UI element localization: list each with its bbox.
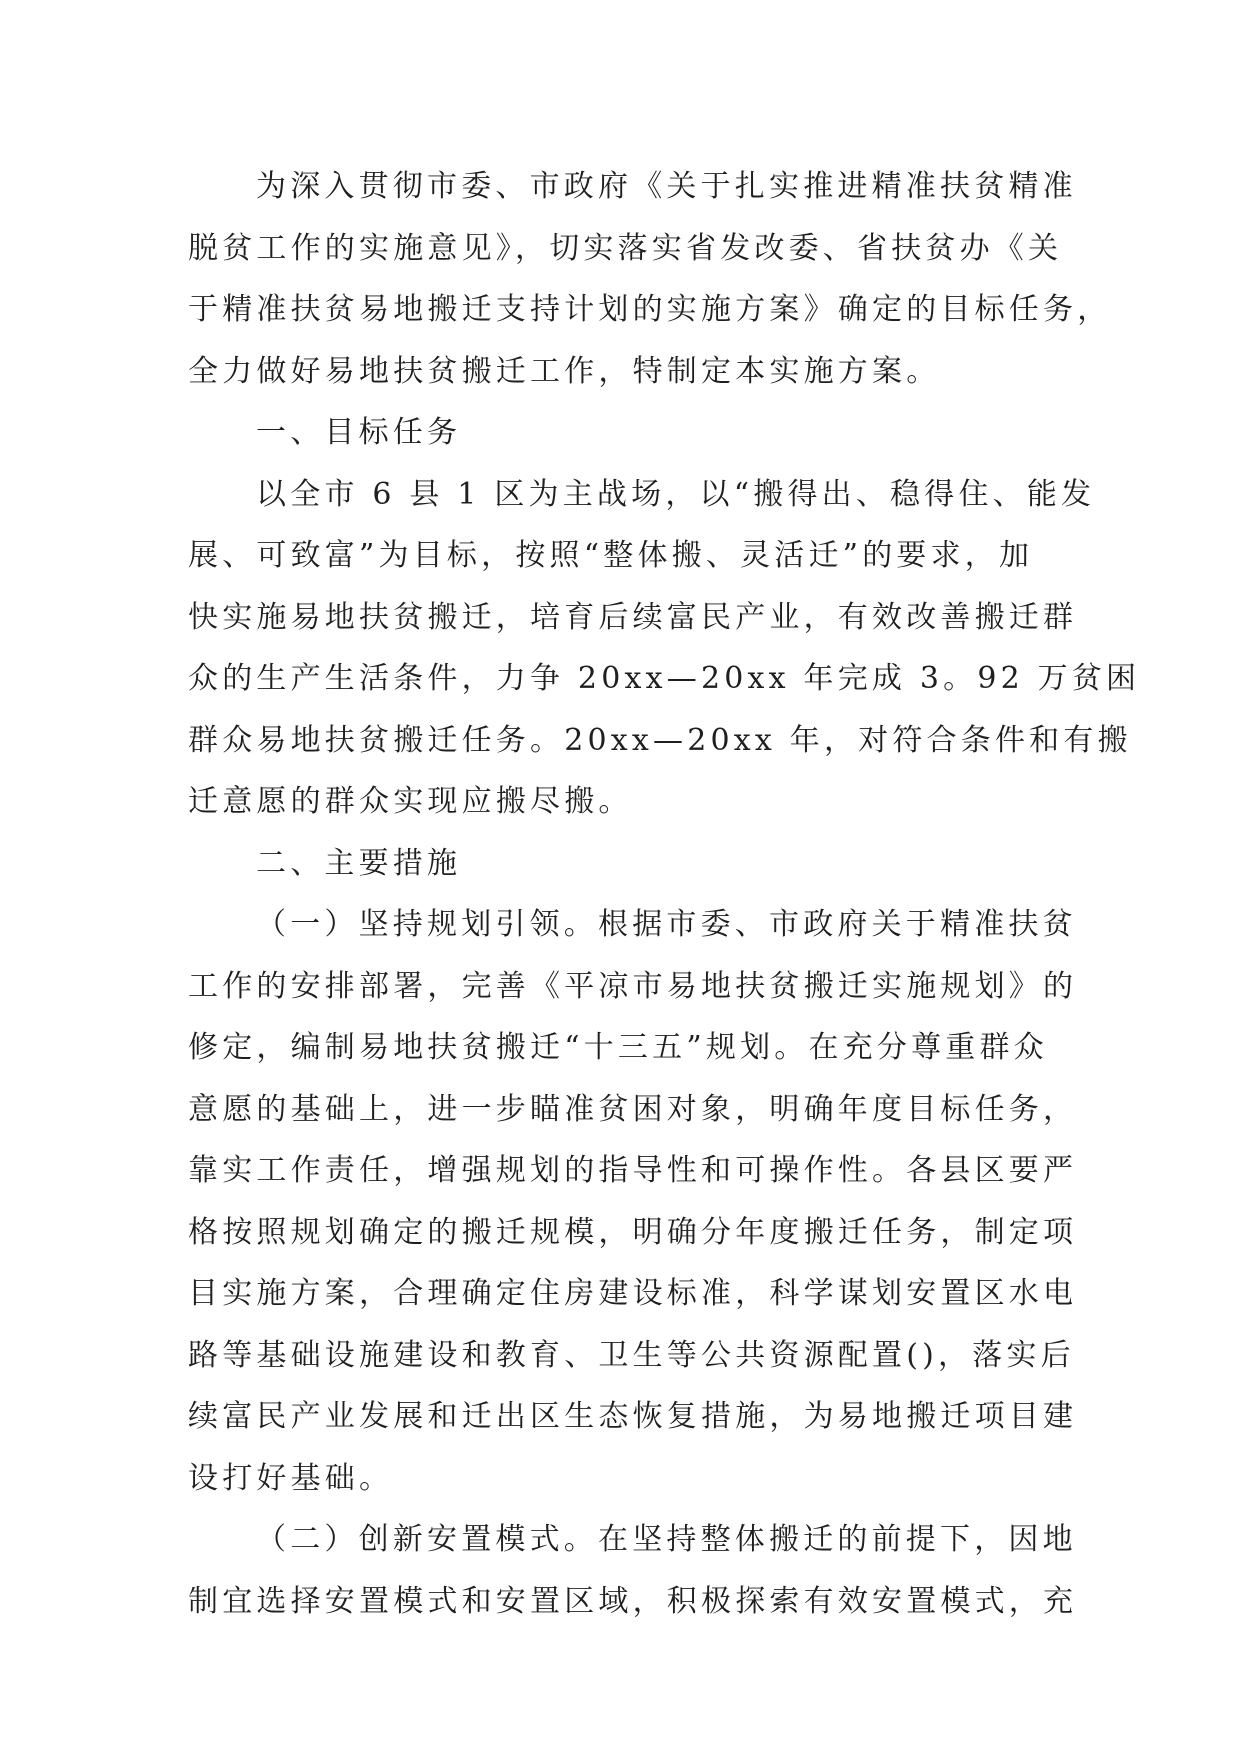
text-line: 续富民产业发展和迁出区生态恢复措施，为易地搬迁项目建 — [188, 1399, 1078, 1434]
text-line: 修定，编制易地扶贫搬迁“十三五”规划。在充分尊重群众 — [188, 1030, 1048, 1065]
text-line: 格按照规划确定的搬迁规模，明确分年度搬迁任务，制定项 — [188, 1214, 1078, 1250]
text-line: 以全市 6 县 1 区为主战场，以“搬得出、稳得住、能发 — [256, 476, 1096, 512]
text-line: 群众易地扶贫搬迁任务。20xx—20xx 年，对符合条件和有搬 — [188, 722, 1132, 758]
text-line: 意愿的基础上，进一步瞄准贫困对象，明确年度目标任务， — [188, 1091, 1078, 1127]
text-line: 脱贫工作的实施意见》，切实落实省发改委、省扶贫办《关 — [188, 230, 1063, 266]
paragraph-measure-1 — [188, 894, 1078, 1509]
text-line: 迁意愿的群众实现应搬尽搬。 — [188, 784, 633, 819]
text-line: 展、可致富”为目标，按照“整体搬、灵活迁”的要求，加 — [188, 538, 1034, 573]
document-body — [188, 156, 1141, 1632]
paragraph-intro — [188, 156, 1112, 402]
heading-text: 二、主要措施 — [256, 845, 462, 881]
text-line: 工作的安排部署，完善《平凉市易地扶贫搬迁实施规划》的 — [188, 968, 1078, 1004]
text-line: 靠实工作责任，增强规划的指导性和可操作性。各县区要严 — [188, 1153, 1078, 1188]
text-line: 众的生产生活条件，力争 20xx—20xx 年完成 3。92 万贫困 — [188, 661, 1141, 696]
section-heading-measures — [188, 833, 1073, 895]
heading-text: 一、目标任务 — [256, 415, 462, 450]
text-line: 于精准扶贫易地搬迁支持计划的实施方案》确定的目标任务， — [188, 292, 1112, 327]
paragraph-goals — [188, 464, 1141, 833]
paragraph-measure-2 — [188, 1509, 1078, 1632]
text-line: 设打好基础。 — [188, 1460, 394, 1496]
text-line: 快实施易地扶贫搬迁，培育后续富民产业，有效改善搬迁群 — [188, 599, 1078, 635]
text-line: 全力做好易地扶贫搬迁工作，特制定本实施方案。 — [188, 353, 941, 389]
text-line: 为深入贯彻市委、市政府《关于扎实推进精准扶贫精准 — [256, 169, 1077, 204]
text-line: 制宜选择安置模式和安置区域，积极探索有效安置模式，充 — [188, 1583, 1078, 1619]
section-heading-goals — [188, 402, 1073, 464]
text-line: 目实施方案，合理确定住房建设标准，科学谋划安置区水电 — [188, 1276, 1078, 1311]
text-line: （一）坚持规划引领。根据市委、市政府关于精准扶贫 — [256, 907, 1077, 942]
text-line: （二）创新安置模式。在坚持整体搬迁的前提下，因地 — [256, 1522, 1077, 1557]
text-line: 路等基础设施建设和教育、卫生等公共资源配置()，落实后 — [188, 1337, 1075, 1373]
